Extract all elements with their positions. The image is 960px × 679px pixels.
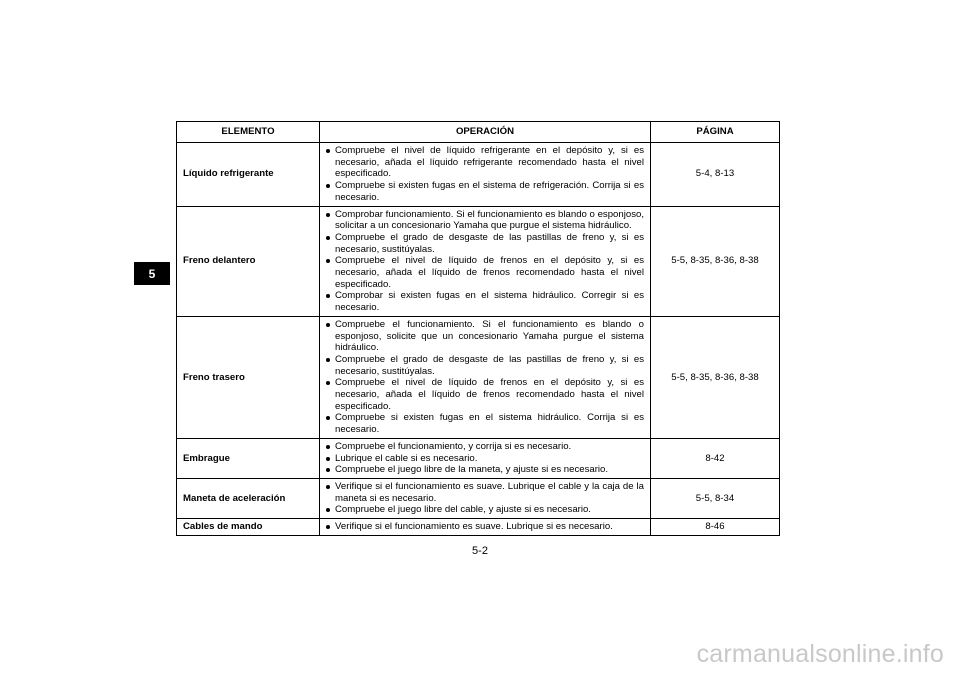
row-operations [320,206,651,316]
list-item [326,290,644,313]
table-row [177,316,780,438]
operations-list [326,319,644,436]
row-element: Freno delantero [177,206,320,316]
bullet-icon [326,485,330,489]
bullet-icon [326,358,330,362]
list-item [326,453,644,465]
bullet-icon [326,213,330,217]
operations-list [326,145,644,204]
row-page: 5-5, 8-35, 8-36, 8-38 [651,316,780,438]
operations-list [326,441,644,476]
bullet-icon [326,149,330,153]
table-row [177,478,780,518]
list-item [326,521,644,533]
list-item [326,412,644,435]
bullet-icon [326,236,330,240]
header-element: ELEMENTO [177,122,320,143]
row-page: 5-5, 8-35, 8-36, 8-38 [651,206,780,316]
row-operations [320,438,651,478]
operations-list [326,521,644,533]
row-page: 5-4, 8-13 [651,143,780,207]
bullet-icon [326,259,330,263]
bullet-icon [326,184,330,188]
row-page: 8-46 [651,519,780,536]
bullet-icon [326,416,330,420]
operation-text: Compruebe el funcionamiento. Si el funcionamiento es blando o esponjoso, solicite que un concesionario Yamaha purgue el sistema hidráulico. [335,318,644,354]
bullet-icon [326,508,330,512]
list-item [326,180,644,203]
header-operation: OPERACIÓN [320,122,651,143]
list-item [326,377,644,412]
row-operations [320,478,651,518]
table-header-row [177,122,780,143]
operations-list [326,481,644,516]
operation-text: Compruebe el nivel de líquido de frenos en el depósito y, si es necesario, añada el líquido de frenos recomendado hasta el nivel especificado. [335,377,644,412]
list-item [326,464,644,476]
table-row [177,143,780,207]
operation-text: Compruebe si existen fugas en el sistema hidráulico. Corrija si es necesario. [335,412,644,436]
list-item [326,354,644,377]
bullet-icon [326,445,330,449]
list-item [326,441,644,453]
row-element: Embrague [177,438,320,478]
list-item [326,504,644,516]
operation-text: Verifique si el funcionamiento es suave. Lubrique si es necesario. [335,521,613,533]
operation-text: Comprobar funcionamiento. Si el funcionamiento es blando o esponjoso, solicitar a un concesionario Yamaha que purgue el sistema hidráulico. [335,208,644,232]
table-row [177,206,780,316]
operation-text: Compruebe el funcionamiento, y corrija si es necesario. [335,440,572,452]
operation-text: Compruebe el nivel de líquido refrigerante en el depósito y, si es necesario, añada el líquido refrigerante recomendado hasta el nivel especificado. [335,145,644,180]
bullet-icon [326,294,330,298]
row-operations [320,316,651,438]
row-page: 8-42 [651,438,780,478]
list-item [326,481,644,504]
operation-text: Compruebe el grado de desgaste de las pastillas de freno y, si es necesario, sustitúyalas. [335,353,644,377]
watermark: carmanualsonline.info [696,640,944,668]
operation-text: Lubrique el cable si es necesario. [335,452,478,464]
operation-text: Comprobar si existen fugas en el sistema hidráulico. Corregir si es necesario. [335,290,644,314]
row-element: Maneta de aceleración [177,478,320,518]
bullet-icon [326,381,330,385]
header-page: PÁGINA [651,122,780,143]
list-item [326,145,644,180]
operation-text: Compruebe el grado de desgaste de las pastillas de freno y, si es necesario, sustitúyalas. [335,231,644,255]
operation-text: Compruebe el juego libre de la maneta, y ajuste si es necesario. [335,464,609,476]
list-item [326,255,644,290]
table-body [177,143,780,536]
operation-text: Compruebe el juego libre del cable, y ajuste si es necesario. [335,504,591,516]
list-item [326,232,644,255]
table-row [177,519,780,536]
operation-text: Verifique si el funcionamiento es suave. Lubrique el cable y la caja de la maneta si es necesario. [335,480,644,504]
row-element: Freno trasero [177,316,320,438]
maintenance-table [176,121,780,536]
operation-text: Compruebe el nivel de líquido de frenos en el depósito y, si es necesario, añada el líquido de frenos recomendado hasta el nivel especificado. [335,255,644,290]
bullet-icon [326,457,330,461]
bullet-icon [326,525,330,529]
list-item [326,319,644,354]
row-operations [320,519,651,536]
row-page: 5-5, 8-34 [651,478,780,518]
list-item [326,209,644,232]
bullet-icon [326,323,330,327]
chapter-tab: 5 [134,262,170,285]
row-operations [320,143,651,207]
row-element: Líquido refrigerante [177,143,320,207]
operation-text: Compruebe si existen fugas en el sistema de refrigeración. Corrija si es necesario. [335,180,644,203]
page-number: 5-2 [472,545,488,557]
table-row [177,438,780,478]
row-element: Cables de mando [177,519,320,536]
operations-list [326,209,644,314]
bullet-icon [326,468,330,472]
